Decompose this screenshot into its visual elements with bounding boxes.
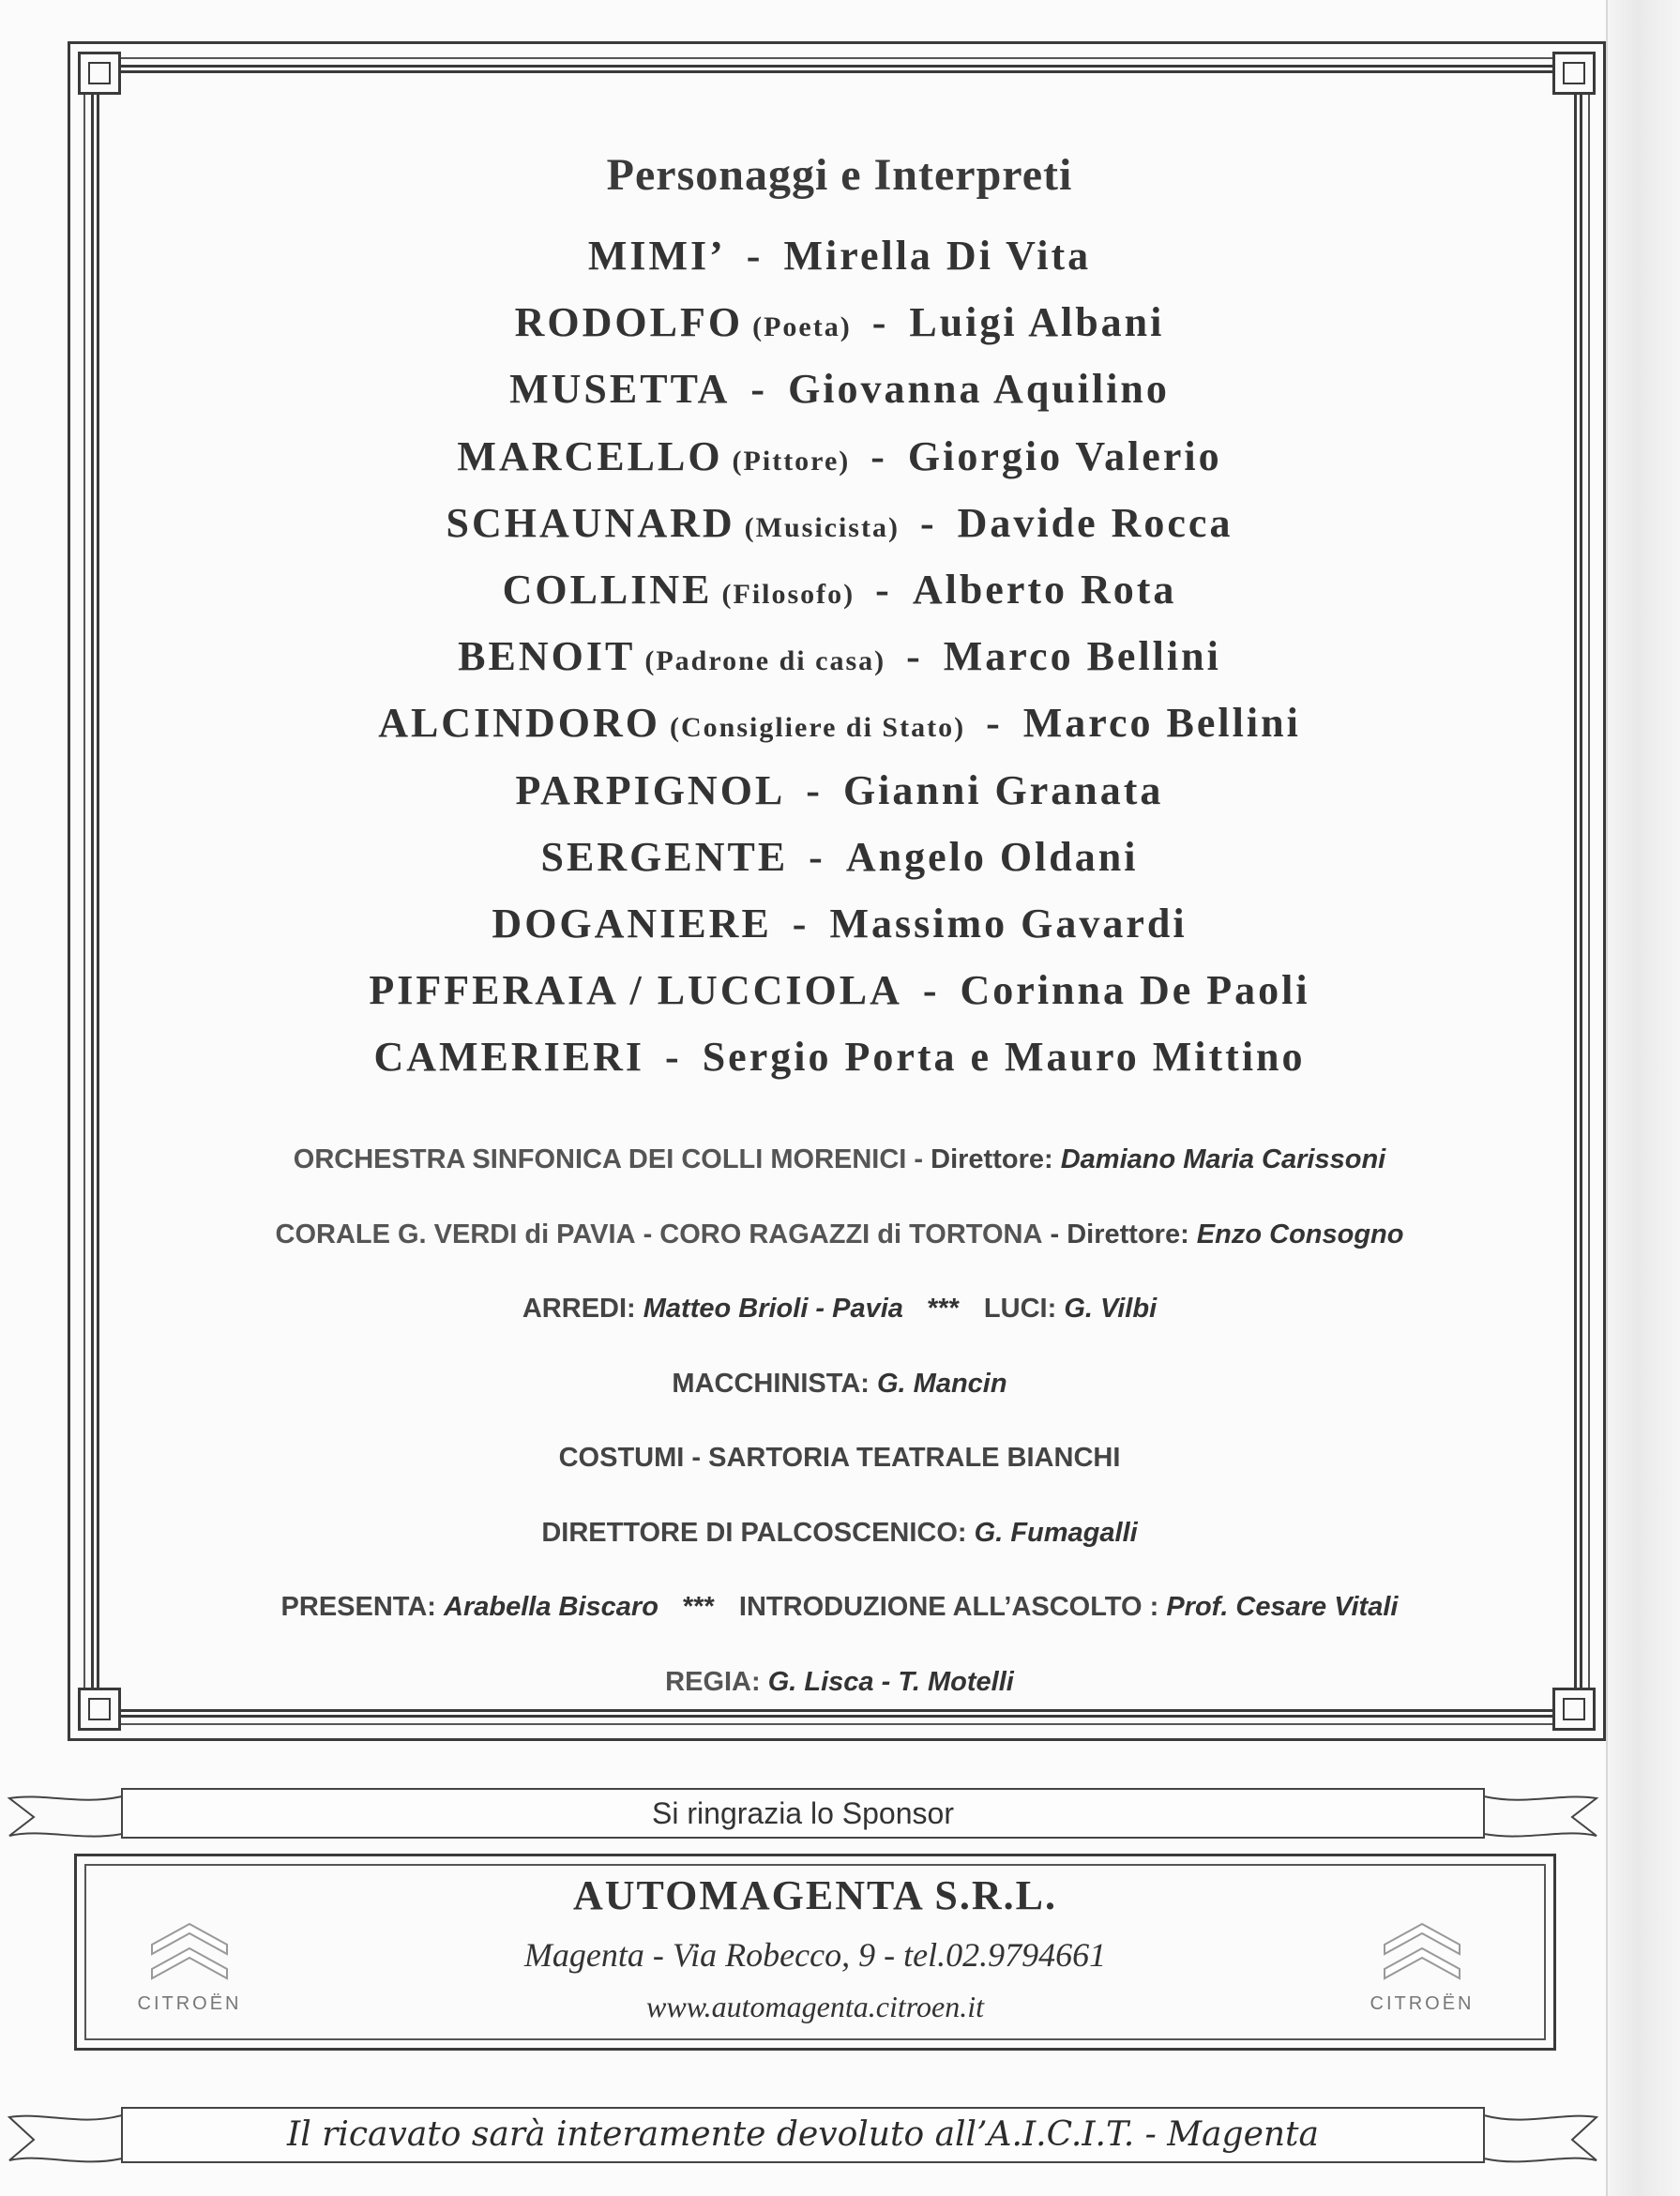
actor-name: Davide Rocca: [957, 499, 1234, 546]
actor-name: Gianni Granata: [842, 766, 1164, 813]
role-name: SCHAUNARD: [446, 499, 735, 546]
actor-name: Angelo Oldani: [845, 833, 1139, 880]
role-name: PIFFERAIA / LUCCIOLA: [369, 967, 902, 1014]
cast-row: ALCINDORO (Consigliere di Stato) - Marco Bellini: [378, 700, 1301, 747]
cast-row: MIMI’ - Mirella Di Vita: [587, 233, 1092, 279]
role-name: DOGANIERE: [492, 900, 772, 947]
citroen-chevrons-icon: [1347, 1903, 1497, 1988]
cast-row: SERGENTE - Angelo Oldani: [540, 833, 1139, 880]
citroen-chevrons-icon: [114, 1903, 265, 1988]
role-name: MARCELLO: [457, 432, 723, 479]
role-name: CAMERIERI: [373, 1034, 645, 1081]
frame-corner-ornament: [1552, 52, 1596, 95]
cast-row: COLLINE (Filosofo) - Alberto Rota: [502, 566, 1177, 613]
sponsor-url: www.automagenta.citroen.it: [646, 1990, 984, 2023]
cast-row: PARPIGNOL - Gianni Granata: [515, 766, 1164, 813]
role-note: (Consigliere di Stato): [669, 712, 966, 744]
brand-wordmark: CITROËN: [1370, 1993, 1475, 2014]
cast-row: RODOLFO (Poeta) - Luigi Albani: [514, 299, 1165, 346]
actor-name: Marco Bellini: [943, 633, 1221, 680]
role-name: ALCINDORO: [378, 700, 660, 747]
role-name: BENOIT: [458, 633, 636, 680]
cast-row: CAMERIERI - Sergio Porta e Mauro Mittino: [373, 1034, 1306, 1081]
credit-costumi: COSTUMI - SARTORIA TEATRALE BIANCHI: [558, 1443, 1121, 1473]
role-note: (Pittore): [732, 445, 851, 477]
actor-name: Luigi Albani: [909, 299, 1165, 346]
cast-row: PIFFERAIA / LUCCIOLA - Corinna De Paoli: [369, 967, 1310, 1014]
role-name: RODOLFO: [514, 299, 744, 346]
credit-presenta: PRESENTA: Arabella Biscaro *** INTRODUZIONE ALL’ASCOLTO : Prof. Cesare Vitali: [280, 1592, 1399, 1622]
page-edge: [1606, 0, 1680, 2196]
sponsor-box: [74, 1854, 1556, 2051]
credits-list: [70, 1123, 1609, 1719]
cast-row: MARCELLO (Pittore) - Giorgio Valerio: [457, 432, 1222, 479]
credit-macchinista: MACCHINISTA: G. Mancin: [672, 1368, 1007, 1399]
separator-dots: ***: [928, 1294, 960, 1324]
credit-regia: REGIA: G. Lisca - T. Motelli: [665, 1666, 1014, 1697]
cast-row: DOGANIERE - Massimo Gavardi: [492, 900, 1188, 947]
actor-name: Alberto Rota: [912, 566, 1177, 613]
actor-name: Marco Bellini: [1022, 700, 1301, 747]
actor-name: Corinna De Paoli: [960, 967, 1310, 1014]
cast-frame: [68, 41, 1606, 1741]
credit-orchestra: ORCHESTRA SINFONICA DEI COLLI MORENICI - Direttore: Damiano Maria Carissoni: [293, 1144, 1386, 1174]
sponsor-name: AUTOMAGENTA S.R.L.: [572, 1872, 1057, 1918]
sponsor-thanks: Si ringrazia lo Sponsor: [652, 1796, 954, 1830]
actor-name: Giorgio Valerio: [907, 432, 1222, 479]
cast-row: BENOIT (Padrone di casa) - Marco Bellini: [458, 633, 1221, 680]
sponsor-ribbon: [6, 1785, 1600, 1841]
cast-row: SCHAUNARD (Musicista) - Davide Rocca: [446, 499, 1234, 546]
sponsor-address: Magenta - Via Robecco, 9 - tel.02.9794661: [523, 1936, 1107, 1974]
role-note: (Filosofo): [721, 578, 855, 610]
role-name: COLLINE: [502, 566, 713, 613]
footer-dedication: Il ricavato sarà interamente devoluto all’A.I.C.I.T. - Magenta: [286, 2115, 1319, 2154]
brand-wordmark: CITROËN: [137, 1993, 242, 2014]
page-title: Personaggi e Interpreti: [606, 150, 1073, 200]
actor-name: Sergio Porta e Mauro Mittino: [702, 1034, 1306, 1081]
role-note: (Padrone di casa): [644, 645, 886, 677]
cast-row: MUSETTA - Giovanna Aquilino: [509, 366, 1170, 413]
credit-arredi-luci: ARREDI: Matteo Brioli - Pavia *** LUCI: G. Vilbi: [522, 1294, 1158, 1324]
credit-direttore-palcoscenico: DIRETTORE DI PALCOSCENICO: G. Fumagalli: [541, 1517, 1138, 1548]
actor-name: Giovanna Aquilino: [788, 366, 1170, 413]
actor-name: Massimo Gavardi: [829, 900, 1188, 947]
citroen-logo: [1347, 1903, 1497, 2025]
citroen-logo: [114, 1903, 265, 2025]
actor-name: Mirella Di Vita: [783, 233, 1092, 279]
separator-dots: ***: [682, 1592, 715, 1622]
role-name: SERGENTE: [540, 833, 789, 880]
role-name: MIMI’: [587, 233, 726, 279]
role-name: MUSETTA: [509, 366, 731, 413]
credit-choir: CORALE G. VERDI di PAVIA - CORO RAGAZZI di TORTONA - Direttore: Enzo Consogno: [275, 1219, 1404, 1249]
role-note: (Poeta): [752, 311, 852, 343]
role-name: PARPIGNOL: [515, 766, 786, 813]
role-note: (Musicista): [744, 511, 900, 543]
cast-list: [70, 222, 1609, 1090]
footer-ribbon: [6, 2102, 1600, 2168]
frame-corner-ornament: [78, 52, 121, 95]
